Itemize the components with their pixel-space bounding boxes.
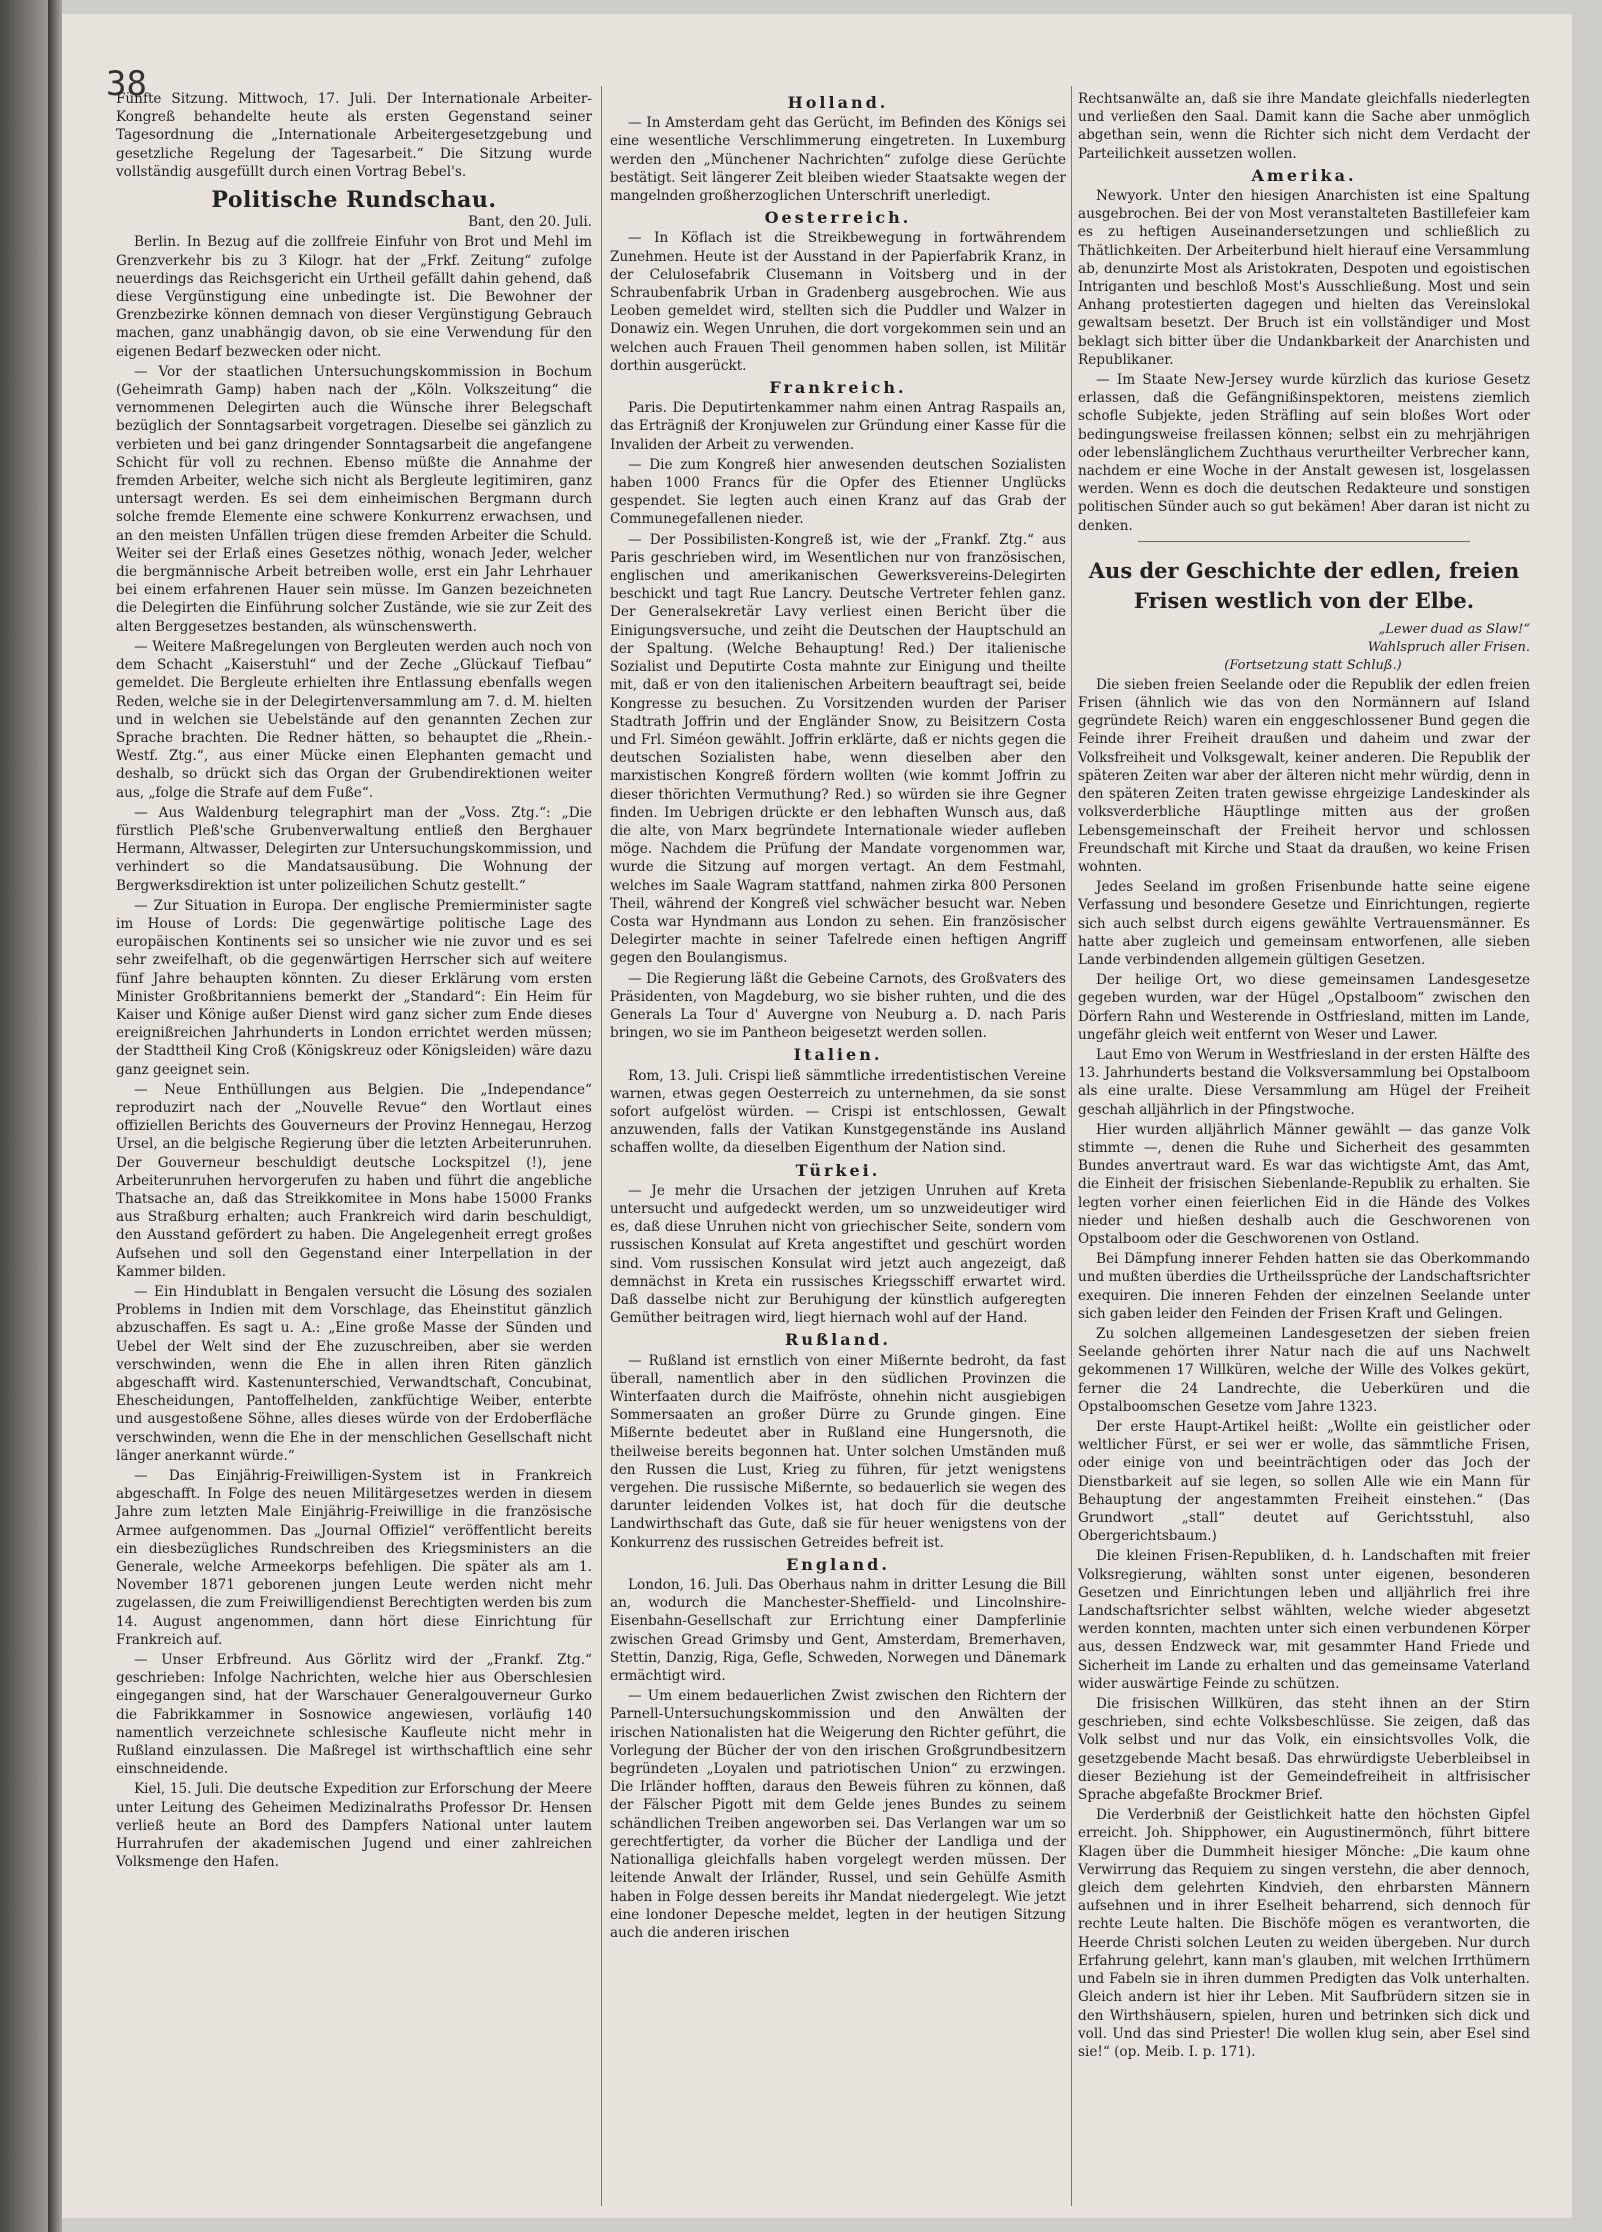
article-paragraph: — Aus Waldenburg telegraphirt man der „Voss. Ztg.“: „Die fürstlich Pleß'sche Grubenverwaltung entließ den Berghauer Hermann, Altwasser, Delegirten zur Untersuchungskommission, und verhindert so die Mandatsausübung. Die Wohnung der Bergwerksdirektion ist unter polizeilichen Schutz gestellt.“ bbox=[116, 804, 592, 894]
article-paragraph: — Neue Enthüllungen aus Belgien. Die „Independance“ reproduzirt nach der „Nouvelle Revue“ den Wortlaut eines offiziellen Berichts des Gouverneurs der Provinz Hennegau, Herzog Ursel, an die belgische Regierung über die letzten Arbeiterunruhen. Der Gouverneur beschuldigt deutsche Lockspitzel (!), jene Arbeiterunruhen hervorgerufen zu haben und führt die angebliche Thatsache an, daß das Streikkomitee in Mons habe 15000 Franks aus Straßburg erhalten; auch Frankreich wird darin beschuldigt, den Ausstand gefördert zu haben. Die Angelegenheit erregt großes Aufsehen und soll den Gegenstand einer Interpellation in der Kammer bilden. bbox=[116, 1081, 592, 1280]
section-heading-politische-rundschau: Politische Rundschau. bbox=[211, 187, 497, 214]
essay-paragraphs bbox=[1078, 676, 1530, 2061]
england-paragraphs bbox=[610, 1576, 1066, 1942]
article-paragraph: Rom, 13. Juli. Crispi ließ sämmtliche irredentistischen Vereine warnen, etwas gegen Oesterreich zu unternehmen, da sie sonst sofort aufgelöst würden. — Crispi ist entschlossen, Gewalt anzuwenden, falls der Vatikan Kunstgegenstände ins Ausland schaffen wollte, da dieselben Eigenthum der Nation sind. bbox=[610, 1067, 1066, 1157]
section-heading-italien: Italien. bbox=[793, 1045, 883, 1065]
section-heading-tuerkei: Türkei. bbox=[795, 1160, 881, 1180]
essay-motto-note: Wahlspruch aller Frisen. bbox=[1367, 639, 1530, 655]
book-binding bbox=[0, 0, 48, 2232]
column-1-paragraphs bbox=[116, 233, 592, 1871]
article-paragraph: Die Verderbniß der Geistlichkeit hatte den höchsten Gipfel erreicht. Joh. Shipphower, ein Augustinermönch, führt bittere Klagen über die Dummheit hiesiger Mönche: „Die kaum ohne Verwirrung das Requiem zu singen verstehn, die aber dennoch, gleich dem gelehrten Kindvieh, den ehrbarsten Männern aufsehnen und in ihrer Eselheit beharrend, sich dennoch für rechte Leute halten. Die Bischöfe mögen es verantworten, die Heerde Christi solchen Leuten zu weiden übergeben. Nur durch Erfahrung gelehrt, kann man's glauben, mit welchen Irrthümern und Fabeln sie in ihren dummen Predigten das Volk unterhalten. Gleich andern ist hier ihr Leben. Mit Saufbrüdern sitzen sie in den Wirthshäusern, spielen, huren und betrinken sich dick und voll. Und das sind Priester! Die wollen klug sein, aber Esel sind sie!“ (op. Meib. I. p. 171). bbox=[1078, 1807, 1530, 2060]
england-continuation: Rechtsanwälte an, daß sie ihre Mandate gleichfalls niederlegten und verließen den Saal. Damit kann die Sache aber unmöglich abgethan sein, wenn die Richter sich nicht dem Verdacht der Parteilichkeit aussetzen wollen. bbox=[1078, 91, 1530, 162]
article-paragraph: — Ein Hindublatt in Bengalen versucht die Lösung des sozialen Problems in Indien mit dem Vorschlage, das Eheinstitut gänzlich abzuschaffen. Es sagt u. A.: „Eine große Masse der Sünden und Uebel der Welt sind der Ehe zuzuschreiben, aber sie werden verschwinden, wenn die Ehe in allen ihren Riten gänzlich abgeschafft wird. Kastenunterschied, Verwandtschaft, Concubinat, Ehescheidungen, Pantoffelhelden, zankfüchtige Weiber, enterbte und ausgestoßene Söhne, alles dieses würde von der Erdoberfläche verschwinden, wenn die Ehe in der menschlichen Gesellschaft nicht länger anerkannt würde.“ bbox=[116, 1284, 592, 1464]
column-1 bbox=[116, 90, 592, 1874]
article-paragraph: — Vor der staatlichen Untersuchungskommission in Bochum (Geheimrath Gamp) haben nach der „Köln. Volkszeitung“ die vernommenen Delegirten auch die Wünsche ihrer Belegschaft bezüglich der Sonntagsarbeit vorgetragen. Dieselbe sei gänzlich zu verbieten und bei ganz dringender Sonntagsarbeit die angefangene Schicht für voll zu rechnen. Ebenso müßte die Annahme der fremden Arbeiter, welche sich nicht als Bergleute legitimiren, ganz untersagt werden. Es sei dem einheimischen Bergmann durch solche fremde Elemente eine schwere Konkurrenz erwachsen, und an den meisten Unfällen trügen diese fremden Arbeiter die Schuld. Weiter sei der Erlaß eines Gesetzes nöthig, wonach Jeder, welcher die bergmännische Arbeit betreiben wolle, erst ein Jahr Lehrhauer bei einem erfahrenen Hauer sein müsse. Im Ganzen bezeichneten die Delegirten die Einführung solcher Zustände, wie sie zur Zeit des alten Berggesetzes bestanden, als wünschenswerth. bbox=[116, 363, 592, 635]
article-paragraph: — Im Staate New-Jersey wurde kürzlich das kuriose Gesetz erlassen, daß die Gefängnißinspektoren, meistens ziemlich schofle Subjekte, jeden Sträfling auf sein bloßes Wort oder bedingungsweise freilassen können; selbst ein zu mehrjährigen oder lebenslänglichem Zuchthaus verurtheilter Verbrecher kann, nachdem er eine Woche in der Anstalt gewesen ist, losgelassen werden. Wenn es doch die deutschen Redakteure und sonstigen politischen Sünder auch so gut bekämen! Aber daran ist nicht zu denken. bbox=[1078, 372, 1530, 534]
article-paragraph: Bei Dämpfung innerer Fehden hatten sie das Oberkommando und mußten überdies die Urtheilssprüche der Landschaftsrichter exequiren. Die inneren Fehden der einzelnen Seelande unter sich gaben leider den Feinden der Frisen Kraft und Gelingen. bbox=[1078, 1251, 1530, 1322]
article-paragraph: Jedes Seeland im großen Frisenbunde hatte seine eigene Verfassung und besondere Gesetze und Einrichtungen, regierte sich auch selbst durch eigens gewählte Vertrauensmänner. Es hatte aber zugleich und gemeinsam entworfenen, alle sieben Lande verbindenden allgemein gültigen Gesetzen. bbox=[1078, 879, 1530, 968]
essay-title-line-1: Aus der Geschichte der edlen, freien bbox=[1088, 557, 1520, 583]
article-paragraph: Laut Emo von Werum in Westfriesland in der ersten Hälfte des 13. Jahrhunderts bestand die Volksversammlung bei Opstalboom als eine uralte. Diese Versammlung am Hügel der Freiheit geschah alljährlich in der Pfingstwoche. bbox=[1078, 1046, 1530, 1118]
holland-paragraphs bbox=[610, 114, 1066, 205]
essay-title-line-2: Frisen westlich von der Elbe. bbox=[1133, 587, 1475, 613]
section-divider bbox=[1138, 541, 1470, 542]
frankreich-paragraphs bbox=[610, 399, 1066, 1042]
russland-paragraphs bbox=[610, 1352, 1066, 1552]
article-paragraph: — Die zum Kongreß hier anwesenden deutschen Sozialisten haben 1000 Francs für die Opfer des Etienner Unglücks gespendet. Sie legten auch einen Kranz auf das Grab der Communegefallenen nieder. bbox=[610, 456, 1066, 528]
binding-edge bbox=[48, 0, 62, 2232]
article-paragraph: Der erste Haupt-Artikel heißt: „Wollte ein geistlicher oder weltlicher Fürst, er sei wer er wolle, das sämmtliche Frisen, oder einige von und beeinträchtigen oder das Joch der Dienstbarkeit auf sie legen, so sollen Alle wie ein Mann für Behauptung der angestammten Freiheit einstehen.“ (Das Grundwort „stall“ deutet auf Gerichtsstuhl, also Obergerichtsbaum.) bbox=[1078, 1419, 1530, 1545]
article-paragraph: — Um einem bedauerlichen Zwist zwischen den Richtern der Parnell-Untersuchungskommission und den Anwälten der irischen Nationalisten hat die Weigerung den Richter geführt, die Vorlegung der Bücher der von den irischen Großgrundbesitzern begründeten „Loyalen und patriotischen Union“ zu erzwingen. Die Irländer hofften, daraus den Beweis führen zu können, daß der Fälscher Pigott mit dem Gelde jenes Bundes zu seinem schändlichen Treiben angeworben sei. Das Verlangen war um so gerechtfertigter, da vorher die Bücher der Landliga und der Nationalliga gleichfalls haben vorgelegt werden müssen. Der leitende Anwalt der Irländer, Russel, und sein Gehülfe Asmith haben in Folge dessen bereits ihr Mandat niedergelegt. Wie jetzt eine londoner Depesche meldet, legten in der heutigen Sitzung auch die anderen irischen bbox=[610, 1688, 1066, 1941]
article-paragraph: — In Amsterdam geht das Gerücht, im Befinden des Königs sei eine wesentliche Verschlimmerung eingetreten. In Luxemburg werden den „Münchener Nachrichten“ zufolge diese Gerüchte bestätigt. Seit längerer Zeit bleiben wieder Staatsakte wegen der mangelnden großherzoglichen Unterschrift unerledigt. bbox=[610, 115, 1066, 205]
article-paragraph: — In Köflach ist die Streikbewegung in fortwährendem Zunehmen. Heute ist der Ausstand in der Papierfabrik Kranz, in der Celulosefabrik Clusemann in Voitsberg und in der Schraubenfabrik Urban in Gradenberg ausgebrochen. Wie aus Leoben gemeldet wird, stellten sich die Puddler und Walzer in Donawiz ein. Wegen Unruhen, die dort vorgekommen sein und an welchen auch Frauen Theil genommen haben sollen, ist Militär dorthin ausgerückt. bbox=[610, 230, 1066, 374]
dateline: Bant, den 20. Juli. bbox=[468, 214, 592, 231]
tuerkei-paragraphs bbox=[610, 1182, 1066, 1328]
amerika-paragraphs bbox=[1078, 187, 1530, 535]
essay-continuation-note: (Fortsetzung statt Schluß.) bbox=[1224, 657, 1402, 673]
article-paragraph: — Rußland ist ernstlich von einer Mißernte bedroht, da fast überall, namentlich aber in den südlichen Provinzen die Winterfaaten durch die Maifröste, ohnehin nicht ausgiebigen Sommersaaten an großer Dürre zu Grunde gingen. Eine Mißernte bedeutet aber in Rußland eine Hungersnoth, die theilweise bereits begonnen hat. Unter solchen Umständen muß den Russen die Lust, Krieg zu führen, für jetzt wenigstens vergehen. Die russische Mißernte, so bedauerlich sie wegen des darunter leidenden Volkes ist, hat doch für die deutsche Landwirthschaft das Gute, daß sie für heuer wenigstens von der Konkurrenz des russischen Getreides befreit ist. bbox=[610, 1352, 1066, 1551]
article-paragraph: — Die Regierung läßt die Gebeine Carnots, des Großvaters des Präsidenten, von Magdeburg, wo sie bisher ruhten, und die des Generals La Tour d' Auvergne von Neuburg a. D. nach Paris bringen, wo sie im Pantheon beigesetzt werden sollen. bbox=[610, 970, 1066, 1042]
essay-motto: „Lewer duad as Slaw!“ bbox=[1378, 621, 1530, 637]
article-paragraph: Zu solchen allgemeinen Landesgesetzen der sieben freien Seelande gehörten ihrer Natur nach die auf uns Nachwelt gekommenen 17 Willküren, welche der Wille des Volkes gekürt, ferner die 24 Landrechte, die Ueberküren und die Opstalboomschen Gesetze vom Jahre 1323. bbox=[1078, 1325, 1530, 1415]
page-number: 38 bbox=[106, 64, 147, 104]
article-paragraph: — Das Einjährig-Freiwilligen-System ist in Frankreich abgeschafft. In Folge des neuen Militärgesetzes werden in diesem Jahre zum letzten Male Einjährig-Freiwillige in die französische Armee aufgenommen. Das „Journal Offiziel“ veröffentlicht bereits ein diesbezügliches Rundschreiben des Kriegsministers an die Generale, welche Armeekorps befehligen. Die später als am 1. November 1871 geborenen jungen Leute werden nicht mehr zugelassen, die zum Freiwilligendienst Berechtigten werden bis zum 14. August angenommen, dann hört diese Einrichtung für Frankreich auf. bbox=[116, 1468, 592, 1648]
article-paragraph: Kiel, 15. Juli. Die deutsche Expedition zur Erforschung der Meere unter Leitung des Geheimen Medizinalraths Professor Dr. Hensen verließ heute an Bord des Dampfers National unter lautem Hurrahrufen der akademischen Jugend und einer zahlreichen Volksmenge den Hafen. bbox=[116, 1781, 592, 1871]
article-paragraph: Hier wurden alljährlich Männer gewählt — das ganze Volk stimmte —, denen die Ruhe und Sicherheit des gesammten Bundes anvertraut ward. Es war das wichtigste Amt, das Amt, die Einheit der frisischen Siebenlande-Republik zu erhalten. Sie legten vorher einen feierlichen Eid in die Hände des Volkes nieder und hießen deshalb auch die Geschworenen von Opstalboom oder die Geschworenen von Ostland. bbox=[1078, 1121, 1530, 1247]
essay-title bbox=[1078, 556, 1530, 616]
article-paragraph: — Je mehr die Ursachen der jetzigen Unruhen auf Kreta untersucht und aufgedeckt werden, um so unzweideutiger wird es, daß diese Unruhen nicht von griechischer Seite, sondern vom russischen Konsulat auf Kreta angestiftet und geschürt worden sind. Vom russischen Konsulat wird jetzt auch angezeigt, daß demnächst in Kreta ein russisches Kriegsschiff erwartet wird. Daß dasselbe nicht zur Beruhigung der künstlich aufgeregten Gemüther beitragen wird, liegt hiernach wohl auf der Hand. bbox=[610, 1182, 1066, 1327]
congress-report: Fünfte Sitzung. Mittwoch, 17. Juli. Der Internationale Arbeiter-Kongreß behandelte heute als ersten Gegenstand seiner Tagesordnung die „Internationale Arbeitergesetzgebung und gesetzliche Regelung der Tagesarbeit.“ Die Sitzung wurde vollständig ausgefüllt durch einen Vortrag Bebel's. bbox=[116, 91, 592, 180]
article-paragraph: London, 16. Juli. Das Oberhaus nahm in dritter Lesung die Bill an, wodurch die Manchester-Sheffield- und Lincolnshire-Eisenbahn-Gesellschaft zur Errichtung einer Dampferlinie zwischen Gread Grimsby und Gent, Amsterdam, Bremerhaven, Stettin, Danzig, Riga, Gefle, Schweden, Norwegen und Dänemark ermächtigt wird. bbox=[610, 1577, 1066, 1685]
section-heading-russland: Rußland. bbox=[785, 1330, 891, 1350]
column-rule-2 bbox=[1071, 86, 1072, 2206]
article-paragraph: Der heilige Ort, wo diese gemeinsamen Landesgesetze gegeben wurden, war der Hügel „Opstalboom“ zwischen den Dörfern Rahn und Westerende in Ostfriesland, mitten im Lande, ungefähr gleich weit entfernt von Weser und Lawer. bbox=[1078, 972, 1530, 1043]
article-paragraph: Newyork. Unter den hiesigen Anarchisten ist eine Spaltung ausgebrochen. Bei der von Most veranstalteten Bastillefeier kam es zu heftigen Auseinandersetzungen und schließlich zu Thätlichkeiten. Der Arbeiterbund hielt hierauf eine Versammlung ab, denunzirte Most als Aristokraten, Despoten und egoistischen Intriganten und beschloß Most's Ausschließung. Most und sein Anhang protestierten dagegen und hielten das Vereinslokal gewaltsam besetzt. Der Bruch ist ein vollständiger und Most beklagt sich bitter über die Undankbarkeit der Anarchisten und Republikaner. bbox=[1078, 188, 1530, 368]
article-paragraph: — Der Possibilisten-Kongreß ist, wie der „Frankf. Ztg.“ aus Paris geschrieben wird, im Wesentlichen nur von französischen, englischen und amerikanischen Gewerksvereins-Delegirten beschickt und tagt Rue Lancry. Deutsche Vertreter fehlen ganz. Der Generalsekretär Lavy verliest einen Bericht über die Einigungsversuche, und zeiht die Deutschen der Hauptschuld an der Spaltung. (Welche Behauptung! Red.) Der italienische Sozialist und Deputirte Costa mahnte zur Einigung und theilte mit, daß er von den italienischen Arbeitern beauftragt sei, beide Kongresse zu besuchen. Zu Vorsitzenden wurden der Pariser Stadtrath Joffrin und der Engländer Snow, zu Beisitzern Costa und Frl. Siméon gewählt. Joffrin erklärte, daß er nichts gegen die deutschen Sozialisten habe, wenn dieselben aber den marxistischen Kongreß fördern wollten (wie kommt Joffrin zu dieser thörichten Vermuthung? Red.) so würden sie ihre Gegner finden. Im Uebrigen drückte er den lebhaften Wunsch aus, daß die alte, von Marx begründete Internationale wieder aufleben möge. Nachdem die Prüfung der Mandate vorgenommen war, wurde die Sitzung auf morgen vertagt. An dem Festmahl, welches im Saale Wagram stattfand, nahmen zirka 800 Personen Theil, während der Kongreß viel schwächer besucht war. Neben Costa war Hyndmann aus London zu sehen. Ein französischer Delegirter machte in seiner Tafelrede einen heftigen Angriff gegen den Boulangismus. bbox=[610, 531, 1066, 967]
article-paragraph: Die frisischen Willküren, das steht ihnen an der Stirn geschrieben, sind echte Volksbeschlüsse. Sie zeigen, daß das Volk selbst und nur das Volk, ein einsichtsvolles Volk, die gesetzgebende Macht besaß. Das ehrwürdigste Ueberbleibsel in dieser Beziehung ist der Gemeindefreiheit in altfrisischer Sprache abgefaßte Brockmer Brief. bbox=[1078, 1696, 1530, 1804]
italien-paragraphs bbox=[610, 1067, 1066, 1158]
article-paragraph: Die kleinen Frisen-Republiken, d. h. Landschaften mit freier Volksregierung, wählten sonst unter eigenen, besonderen Gesetzen und Einrichtungen leben und alljährlich frei ihre Landschaftsrichter selbst wählten, welche wieder abgesetzt werden konnten, machten unter sich einen verbundenen Körper aus, dessen Endzweck war, mit gesammter Hand Friede und Sicherheit im Lande zu erhalten und das gemeinsame Vaterland wider auswärtige Feinde zu schützen. bbox=[1078, 1548, 1530, 1692]
section-heading-frankreich: Frankreich. bbox=[769, 378, 907, 398]
column-2 bbox=[610, 90, 1066, 1944]
section-heading-oesterreich: Oesterreich. bbox=[764, 208, 912, 228]
article-paragraph: — Weitere Maßregelungen von Bergleuten werden auch noch von dem Schacht „Kaiserstuhl“ und der Zeche „Glückauf Tiefbau“ gemeldet. Die Bergleute erhielten ihre Entlassung ebenfalls wegen Reden, welche sie in der Delegirtenversammlung am 7. d. M. hielten und in welchen sie Uebelstände auf den genannten Zechen zur Sprache brachten. Die Redner hätten, so behauptet die „Rhein.-Westf. Ztg.“, aus einer Mücke einen Elephanten gemacht und deshalb, so drückt sich das Organ der Grubendirektionen weiter aus, „folge die Strafe auf dem Fuße“. bbox=[116, 638, 592, 801]
article-paragraph: Die sieben freien Seelande oder die Republik der edlen freien Frisen (ähnlich wie das von den Normännern auf Island gegründete Reich) waren ein enggeschlossener Bund gegen die Feinde ihrer Freiheit draußen und daheim und zwar der Volksfreiheit und Volksgewalt, keiner anderen. Die Republik der späteren Zeiten war aber der älteren nicht mehr würdig, denn in den späteren Zeiten traten gewisse ehrgeizige Landeskinder als volksverderbliche Häuptlinge mitten aus der großen Lebensgemeinschaft der Freiheit hervor und schlossen Freundschaft mit Kirche und Staat da draußen, wo keine Frisen wohnten. bbox=[1078, 676, 1530, 875]
section-heading-amerika: Amerika. bbox=[1251, 165, 1357, 185]
section-heading-england: England. bbox=[786, 1554, 890, 1574]
section-heading-holland: Holland. bbox=[787, 93, 889, 112]
article-paragraph: Paris. Die Deputirtenkammer nahm einen Antrag Raspails an, das Erträgniß der Kronjuwelen zur Gründung einer Kasse für die Invaliden der Arbeit zu verwenden. bbox=[610, 400, 1066, 453]
article-paragraph: Berlin. In Bezug auf die zollfreie Einfuhr von Brot und Mehl im Grenzverkehr bis zu 3 Kilogr. hat der „Frkf. Zeitung“ zufolge neuerdings das Reichsgericht ein Urtheil gefällt dahin gehend, daß diese Vergünstigung eine unbedingte ist. Die Bewohner der Grenzbezirke können demnach von dieser Vergünstigung Gebrauch machen, ganz unabhängig davon, ob sie eine Verwendung für den eigenen Bedarf bezwecken oder nicht. bbox=[116, 234, 592, 360]
article-paragraph: — Zur Situation in Europa. Der englische Premierminister sagte im House of Lords: Die gegenwärtige politische Lage des europäischen Kontinents sei so unsicher wie nie zuvor und es sei sehr zweifelhaft, ob die gegenwärtigen Herrscher sich auf weitere fünf Jahre behaupten könnten. Zu dieser Erklärung vom ersten Minister Großbritanniens bemerkt der „Standard“: Ein Heim für Kaiser und Könige außer Dienst wird ganz sicher zum Ende dieses ereignißreichen Jahrhunderts in London errichtet werden müssen; der Stadttheil King Croß (Königskreuz oder Königsleiden) wäre dazu ganz geeignet sein. bbox=[116, 897, 592, 1078]
column-3 bbox=[1078, 90, 1530, 2063]
column-rule-1 bbox=[601, 86, 602, 2206]
oesterreich-paragraphs bbox=[610, 229, 1066, 375]
article-paragraph: — Unser Erbfreund. Aus Görlitz wird der „Frankf. Ztg.“ geschrieben: Infolge Nachrichten, welche hier aus Oberschlesien eingegangen sind, hat der Warschauer Generalgouverneur Gurko die Fabrikkammer in Sosnowice angewiesen, vorläufig 140 namentlich verzeichnete schlesische Kaufleute nicht mehr in Rußland einzulassen. Die Maßregel ist wirthschaftlich eine sehr einschneidende. bbox=[116, 1652, 592, 1778]
